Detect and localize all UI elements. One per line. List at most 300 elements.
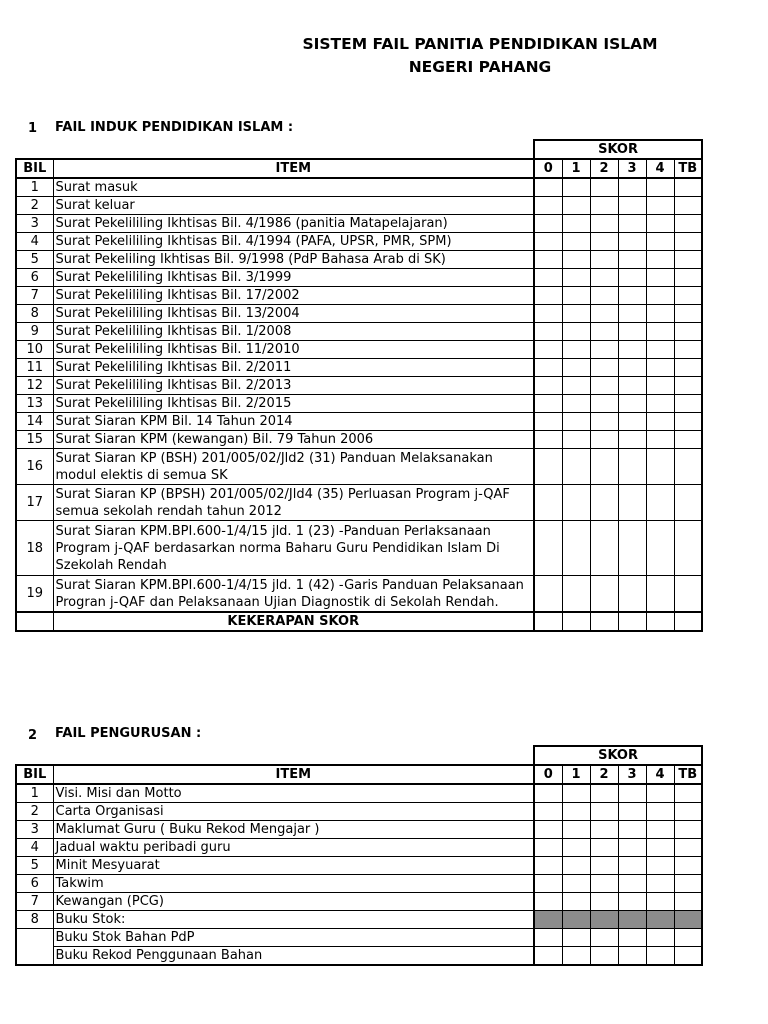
row-number: 5 — [16, 251, 53, 269]
section-1-number: 1 — [28, 121, 38, 136]
row-number: 2 — [16, 803, 53, 821]
score-cell[interactable] — [646, 377, 674, 395]
score-cell[interactable] — [534, 251, 562, 269]
score-cell[interactable] — [646, 485, 674, 521]
score-cell[interactable] — [618, 839, 646, 857]
score-cell[interactable] — [562, 839, 590, 857]
score-cell[interactable] — [674, 305, 702, 323]
score-cell[interactable] — [562, 893, 590, 911]
footer-score-cell[interactable] — [646, 612, 674, 631]
row-number: 19 — [16, 576, 53, 613]
score-cell[interactable] — [562, 215, 590, 233]
section-2-title: FAIL PENGURUSAN : — [55, 726, 202, 741]
score-cell[interactable] — [562, 449, 590, 485]
score-cell[interactable] — [534, 305, 562, 323]
score-cell[interactable] — [646, 839, 674, 857]
row-item: Takwim — [53, 875, 534, 893]
row-item: Buku Stok: — [53, 911, 534, 929]
score-cell[interactable] — [590, 784, 618, 803]
score-cell[interactable] — [590, 839, 618, 857]
row-item: Surat Pekelililing Ikhtisas Bil. 13/2004 — [53, 305, 534, 323]
score-cell[interactable] — [646, 521, 674, 576]
row-number: 7 — [16, 893, 53, 911]
score-col-header: 1 — [562, 159, 590, 178]
document-title — [230, 33, 730, 79]
table-subrow — [16, 947, 702, 966]
score-cell[interactable] — [562, 269, 590, 287]
subrow-item: Buku Rekod Penggunaan Bahan — [53, 947, 534, 966]
score-cell[interactable] — [618, 857, 646, 875]
score-cell[interactable] — [674, 413, 702, 431]
score-cell[interactable] — [562, 576, 590, 613]
score-cell[interactable] — [590, 521, 618, 576]
score-cell[interactable] — [562, 485, 590, 521]
skor-header: SKOR — [534, 140, 702, 159]
blank-cell — [16, 746, 534, 765]
row-item: Surat Pekelililing Ikhtisas Bil. 4/1994 (PAFA, UPSR, PMR, SPM) — [53, 233, 534, 251]
kekerapan-skor-label: KEKERAPAN SKOR — [53, 612, 534, 631]
score-cell[interactable] — [590, 287, 618, 305]
score-cell[interactable] — [534, 233, 562, 251]
score-cell[interactable] — [534, 323, 562, 341]
score-cell[interactable] — [618, 413, 646, 431]
score-cell[interactable] — [534, 395, 562, 413]
row-item: Surat Pekelililing Ikhtisas Bil. 2/2015 — [53, 395, 534, 413]
score-cell[interactable] — [590, 359, 618, 377]
score-cell[interactable] — [646, 947, 674, 966]
score-cell[interactable] — [618, 395, 646, 413]
score-cell[interactable] — [590, 269, 618, 287]
score-cell[interactable] — [562, 521, 590, 576]
score-cell[interactable] — [646, 233, 674, 251]
score-cell[interactable] — [618, 215, 646, 233]
score-cell[interactable] — [618, 251, 646, 269]
row-item: Surat Siaran KPM.BPI.600-1/4/15 jld. 1 (23) -Panduan Perlaksanaan Program j-QAF berdasarkan norma Baharu Guru Pendidikan Islam Di Szekolah Rendah — [53, 521, 534, 576]
table-row — [16, 287, 702, 305]
row-number: 2 — [16, 197, 53, 215]
row-number: 16 — [16, 449, 53, 485]
score-cell[interactable] — [534, 178, 562, 197]
footer-row — [16, 612, 702, 631]
score-cell[interactable] — [590, 215, 618, 233]
skor-header-row — [16, 140, 702, 159]
score-cell[interactable] — [674, 821, 702, 839]
row-item: Visi. Misi dan Motto — [53, 784, 534, 803]
row-item: Surat Siaran KPM (kewangan) Bil. 79 Tahun 2006 — [53, 431, 534, 449]
score-cell[interactable] — [618, 929, 646, 947]
score-cell[interactable] — [562, 947, 590, 966]
table-row — [16, 839, 702, 857]
row-number: 7 — [16, 287, 53, 305]
score-cell[interactable] — [590, 875, 618, 893]
score-cell[interactable] — [562, 178, 590, 197]
score-cell[interactable] — [562, 395, 590, 413]
skor-header: SKOR — [534, 746, 702, 765]
table-row — [16, 305, 702, 323]
score-cell[interactable] — [674, 893, 702, 911]
table-row — [16, 178, 702, 197]
score-cell[interactable] — [590, 893, 618, 911]
row-number: 6 — [16, 875, 53, 893]
score-cell[interactable] — [618, 377, 646, 395]
score-cell[interactable] — [562, 875, 590, 893]
score-cell[interactable] — [646, 215, 674, 233]
score-cell[interactable] — [646, 395, 674, 413]
score-cell[interactable] — [646, 359, 674, 377]
row-item: Surat Pekelililing Ikhtisas Bil. 17/2002 — [53, 287, 534, 305]
table-row — [16, 521, 702, 576]
score-cell[interactable] — [674, 911, 702, 929]
score-cell[interactable] — [674, 178, 702, 197]
row-item: Surat Pekelililing Ikhtisas Bil. 3/1999 — [53, 269, 534, 287]
score-cell[interactable] — [562, 431, 590, 449]
row-item: Surat Pekelililing Ikhtisas Bil. 1/2008 — [53, 323, 534, 341]
footer-score-cell[interactable] — [562, 612, 590, 631]
row-number: 12 — [16, 377, 53, 395]
section-2-number: 2 — [28, 728, 38, 743]
row-item: Maklumat Guru ( Buku Rekod Mengajar ) — [53, 821, 534, 839]
score-cell[interactable] — [590, 449, 618, 485]
score-cell[interactable] — [534, 521, 562, 576]
table-row — [16, 784, 702, 803]
score-cell[interactable] — [590, 377, 618, 395]
score-cell[interactable] — [534, 377, 562, 395]
score-cell[interactable] — [674, 784, 702, 803]
table-row — [16, 197, 702, 215]
item-header: ITEM — [53, 765, 534, 784]
row-item: Surat masuk — [53, 178, 534, 197]
score-cell[interactable] — [646, 803, 674, 821]
row-number: 11 — [16, 359, 53, 377]
score-cell[interactable] — [534, 197, 562, 215]
score-cell[interactable] — [618, 269, 646, 287]
score-cell[interactable] — [618, 875, 646, 893]
score-cell[interactable] — [590, 431, 618, 449]
score-cell[interactable] — [674, 269, 702, 287]
row-number: 4 — [16, 839, 53, 857]
score-cell[interactable] — [534, 929, 562, 947]
score-cell[interactable] — [534, 875, 562, 893]
score-col-header: 0 — [534, 159, 562, 178]
score-cell[interactable] — [674, 947, 702, 966]
score-cell[interactable] — [674, 341, 702, 359]
score-cell[interactable] — [562, 251, 590, 269]
score-col-header: 4 — [646, 765, 674, 784]
score-col-header: 2 — [590, 765, 618, 784]
score-cell[interactable] — [534, 431, 562, 449]
score-cell[interactable] — [534, 821, 562, 839]
column-header-row — [16, 765, 702, 784]
score-cell[interactable] — [646, 857, 674, 875]
score-cell[interactable] — [618, 197, 646, 215]
score-col-header: TB — [674, 159, 702, 178]
score-cell[interactable] — [674, 197, 702, 215]
blank-cell — [16, 140, 534, 159]
score-cell[interactable] — [590, 576, 618, 613]
row-number: 15 — [16, 431, 53, 449]
score-cell[interactable] — [618, 178, 646, 197]
score-cell[interactable] — [674, 287, 702, 305]
score-col-header: 1 — [562, 765, 590, 784]
section-1-title: FAIL INDUK PENDIDIKAN ISLAM : — [55, 120, 294, 135]
row-number: 14 — [16, 413, 53, 431]
score-cell[interactable] — [562, 287, 590, 305]
score-cell[interactable] — [674, 233, 702, 251]
score-cell[interactable] — [590, 413, 618, 431]
footer-score-cell[interactable] — [618, 612, 646, 631]
row-number: 18 — [16, 521, 53, 576]
row-number: 6 — [16, 269, 53, 287]
score-cell[interactable] — [674, 875, 702, 893]
score-cell[interactable] — [674, 576, 702, 613]
score-cell[interactable] — [534, 857, 562, 875]
score-cell[interactable] — [534, 784, 562, 803]
score-cell[interactable] — [618, 233, 646, 251]
score-cell[interactable] — [618, 449, 646, 485]
score-col-header: 0 — [534, 765, 562, 784]
score-cell[interactable] — [618, 485, 646, 521]
table-row — [16, 911, 702, 929]
score-cell[interactable] — [674, 431, 702, 449]
score-cell[interactable] — [646, 821, 674, 839]
score-cell[interactable] — [590, 305, 618, 323]
score-cell[interactable] — [590, 251, 618, 269]
score-cell[interactable] — [562, 233, 590, 251]
score-cell[interactable] — [618, 323, 646, 341]
score-cell[interactable] — [618, 784, 646, 803]
score-cell[interactable] — [534, 269, 562, 287]
row-item: Surat Siaran KPM.BPI.600-1/4/15 jld. 1 (42) -Garis Panduan Pelaksanaan Progran j-QAF dan Pelaksanaan Ujian Diagnostik di Sekolah Rendah. — [53, 576, 534, 613]
row-number: 4 — [16, 233, 53, 251]
score-cell[interactable] — [674, 323, 702, 341]
score-cell[interactable] — [590, 197, 618, 215]
score-cell[interactable] — [562, 197, 590, 215]
bil-header: BIL — [16, 159, 53, 178]
score-cell[interactable] — [646, 341, 674, 359]
row-number: 1 — [16, 784, 53, 803]
score-cell[interactable] — [646, 413, 674, 431]
score-cell[interactable] — [618, 359, 646, 377]
footer-score-cell[interactable] — [590, 612, 618, 631]
score-cell[interactable] — [590, 911, 618, 929]
footer-score-cell[interactable] — [674, 612, 702, 631]
score-cell[interactable] — [534, 576, 562, 613]
row-number: 8 — [16, 305, 53, 323]
score-cell[interactable] — [534, 215, 562, 233]
score-cell[interactable] — [562, 341, 590, 359]
score-cell[interactable] — [618, 803, 646, 821]
title-line-2: NEGERI PAHANG — [408, 58, 552, 76]
score-cell[interactable] — [590, 857, 618, 875]
score-cell[interactable] — [646, 784, 674, 803]
score-cell[interactable] — [674, 521, 702, 576]
score-cell[interactable] — [618, 287, 646, 305]
table-row — [16, 803, 702, 821]
score-cell[interactable] — [646, 197, 674, 215]
score-cell[interactable] — [562, 359, 590, 377]
table-row — [16, 359, 702, 377]
table-row — [16, 215, 702, 233]
row-number: 17 — [16, 485, 53, 521]
row-item: Surat keluar — [53, 197, 534, 215]
score-cell[interactable] — [534, 413, 562, 431]
score-cell[interactable] — [674, 929, 702, 947]
score-cell[interactable] — [646, 431, 674, 449]
score-cell[interactable] — [618, 911, 646, 929]
section-2-table — [15, 745, 703, 966]
score-cell[interactable] — [646, 449, 674, 485]
row-number: 13 — [16, 395, 53, 413]
row-number: 3 — [16, 821, 53, 839]
score-cell[interactable] — [562, 377, 590, 395]
score-cell[interactable] — [534, 359, 562, 377]
score-cell[interactable] — [534, 803, 562, 821]
score-cell[interactable] — [674, 359, 702, 377]
table-row — [16, 395, 702, 413]
row-item: Minit Mesyuarat — [53, 857, 534, 875]
score-cell[interactable] — [534, 947, 562, 966]
score-cell[interactable] — [590, 803, 618, 821]
table-row — [16, 576, 702, 613]
score-cell[interactable] — [590, 821, 618, 839]
score-cell[interactable] — [590, 929, 618, 947]
footer-score-cell[interactable] — [534, 612, 562, 631]
score-cell[interactable] — [618, 576, 646, 613]
score-cell[interactable] — [562, 413, 590, 431]
score-cell[interactable] — [674, 395, 702, 413]
score-cell[interactable] — [674, 857, 702, 875]
score-cell[interactable] — [562, 911, 590, 929]
table-row — [16, 875, 702, 893]
table-row — [16, 821, 702, 839]
score-cell[interactable] — [646, 929, 674, 947]
score-cell[interactable] — [562, 323, 590, 341]
score-col-header: 2 — [590, 159, 618, 178]
table-row — [16, 893, 702, 911]
score-cell[interactable] — [646, 287, 674, 305]
table-row — [16, 377, 702, 395]
score-col-header: 3 — [618, 159, 646, 178]
score-cell[interactable] — [562, 857, 590, 875]
column-header-row — [16, 159, 702, 178]
title-line-1: SISTEM FAIL PANITIA PENDIDIKAN ISLAM — [302, 35, 658, 53]
row-number: 1 — [16, 178, 53, 197]
table-row — [16, 431, 702, 449]
score-cell[interactable] — [618, 947, 646, 966]
score-cell[interactable] — [674, 251, 702, 269]
subrow-item: Buku Stok Bahan PdP — [53, 929, 534, 947]
score-cell[interactable] — [590, 485, 618, 521]
row-item: Surat Siaran KP (BPSH) 201/005/02/Jld4 (35) Perluasan Program j-QAF semua sekolah rendah tahun 2012 — [53, 485, 534, 521]
score-cell[interactable] — [618, 341, 646, 359]
bil-header: BIL — [16, 765, 53, 784]
score-cell[interactable] — [534, 911, 562, 929]
score-cell[interactable] — [674, 485, 702, 521]
skor-header-row — [16, 746, 702, 765]
row-number: 9 — [16, 323, 53, 341]
score-cell[interactable] — [674, 377, 702, 395]
score-cell[interactable] — [590, 178, 618, 197]
score-cell[interactable] — [646, 251, 674, 269]
score-cell[interactable] — [618, 305, 646, 323]
row-item: Surat Pekelililing Ikhtisas Bil. 4/1986 (panitia Matapelajaran) — [53, 215, 534, 233]
score-cell[interactable] — [618, 893, 646, 911]
table-row — [16, 323, 702, 341]
score-cell[interactable] — [534, 485, 562, 521]
score-cell[interactable] — [646, 269, 674, 287]
score-cell[interactable] — [562, 305, 590, 323]
score-cell[interactable] — [590, 947, 618, 966]
row-number: 10 — [16, 341, 53, 359]
row-item: Kewangan (PCG) — [53, 893, 534, 911]
score-cell[interactable] — [590, 341, 618, 359]
table-subrow — [16, 929, 702, 947]
section-1-table — [15, 139, 703, 632]
score-cell[interactable] — [646, 875, 674, 893]
item-header: ITEM — [53, 159, 534, 178]
score-cell[interactable] — [562, 803, 590, 821]
score-cell[interactable] — [590, 233, 618, 251]
score-cell[interactable] — [674, 839, 702, 857]
row-item: Surat Pekelililing Ikhtisas Bil. 2/2011 — [53, 359, 534, 377]
row-item: Carta Organisasi — [53, 803, 534, 821]
score-cell[interactable] — [674, 215, 702, 233]
score-cell[interactable] — [534, 893, 562, 911]
score-col-header: TB — [674, 765, 702, 784]
table-row — [16, 485, 702, 521]
score-cell[interactable] — [534, 287, 562, 305]
score-cell[interactable] — [646, 576, 674, 613]
score-cell[interactable] — [646, 893, 674, 911]
score-cell[interactable] — [646, 305, 674, 323]
score-cell[interactable] — [674, 449, 702, 485]
row-number: 8 — [16, 911, 53, 929]
row-number: 3 — [16, 215, 53, 233]
footer-blank-cell — [16, 612, 53, 631]
row-item: Surat Pekelililing Ikhtisas Bil. 2/2013 — [53, 377, 534, 395]
score-cell[interactable] — [618, 431, 646, 449]
score-cell[interactable] — [674, 803, 702, 821]
score-cell[interactable] — [562, 929, 590, 947]
score-col-header: 3 — [618, 765, 646, 784]
row-item: Surat Pekelililing Ikhtisas Bil. 11/2010 — [53, 341, 534, 359]
table-row — [16, 341, 702, 359]
row-item: Surat Siaran KPM Bil. 14 Tahun 2014 — [53, 413, 534, 431]
score-cell[interactable] — [562, 821, 590, 839]
score-cell[interactable] — [590, 323, 618, 341]
table-row — [16, 857, 702, 875]
row-number: 5 — [16, 857, 53, 875]
subrow-blank-cell — [16, 929, 53, 966]
score-cell[interactable] — [618, 521, 646, 576]
score-col-header: 4 — [646, 159, 674, 178]
score-cell[interactable] — [534, 839, 562, 857]
score-cell[interactable] — [562, 784, 590, 803]
row-item: Jadual waktu peribadi guru — [53, 839, 534, 857]
score-cell[interactable] — [534, 449, 562, 485]
score-cell[interactable] — [534, 341, 562, 359]
row-item: Surat Siaran KP (BSH) 201/005/02/Jld2 (31) Panduan Melaksanakan modul elektis di semua SK — [53, 449, 534, 485]
score-cell[interactable] — [646, 178, 674, 197]
score-cell[interactable] — [646, 323, 674, 341]
score-cell[interactable] — [646, 911, 674, 929]
row-item: Surat Pekeliling Ikhtisas Bil. 9/1998 (PdP Bahasa Arab di SK) — [53, 251, 534, 269]
table-row — [16, 413, 702, 431]
score-cell[interactable] — [590, 395, 618, 413]
score-cell[interactable] — [618, 821, 646, 839]
table-row — [16, 251, 702, 269]
table-row — [16, 449, 702, 485]
